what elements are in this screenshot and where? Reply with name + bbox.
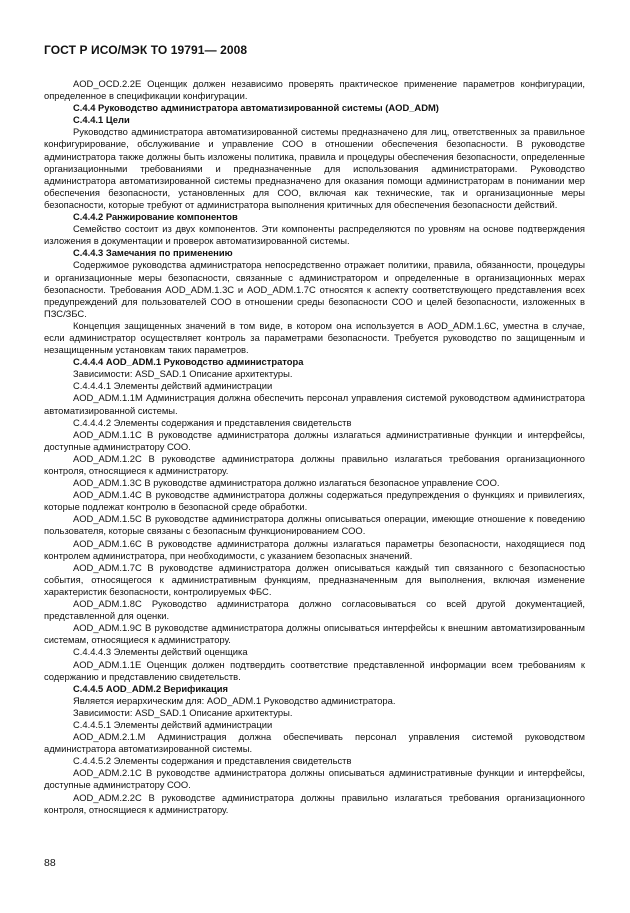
section-heading: С.4.4.3 Замечания по применению [73,247,233,259]
body-paragraph: С.4.4.4.3 Элементы действий оценщика [73,646,248,658]
body-paragraph: AOD_ADM.1.2С В руководстве администратора должны правильно излагаться требования организационного контроля, относящиеся к администратору. [44,452,585,476]
section-heading: С.4.4.2 Ранжирование компонентов [73,211,238,223]
document-body [44,78,585,816]
body-paragraph: AOD_ADM.1.5С В руководстве администратора должны описываться операции, имеющие отношение к поведению пользователя, которые связаны с безопасным функционированием СОО. [44,513,585,537]
section-heading: С.4.4.1 Цели [73,114,130,126]
body-paragraph: AOD_OCD.2.2E Оценщик должен независимо проверять практическое применение параметров конфигурации, определенное в спецификации конфигурации. [44,78,585,102]
body-paragraph: С.4.4.5.1 Элементы действий администрации [73,718,273,730]
body-paragraph: AOD_ADM.1.1E Оценщик должен подтвердить соответствие представленной информации всем требованиям к содержанию и представлению свидетельств. [44,658,585,682]
body-paragraph: Семейство состоит из двух компонентов. Эти компоненты распределяются по уровням на основе подтверждения изложения в документации и проверок автоматизированной системы. [44,223,585,247]
body-paragraph: AOD_ADM.1.1С В руководстве администратора должны излагаться административные функции и интерфейсы, доступные администратору СОО. [44,428,585,452]
body-paragraph: AOD_ADM.1.1M Администрация должна обеспечить персонал управления системой руководством администратора автоматизированной системы. [44,392,585,416]
body-paragraph: AOD_ADM.2.2С В руководстве администратора должны правильно излагаться требования организационного контроля, относящиеся к администратору. [44,791,585,815]
body-paragraph: Зависимости: ASD_SAD.1 Описание архитектуры. [73,706,293,718]
document-header: ГОСТ Р ИСО/МЭК ТО 19791— 2008 [44,43,248,57]
body-paragraph: С.4.4.4.2 Элементы содержания и представления свидетельств [73,416,352,428]
body-paragraph: AOD_ADM.2.1С В руководстве администратора должны описываться административные функции и интерфейсы, доступные администратору СОО. [44,767,585,791]
body-paragraph: Концепция защищенных значений в том виде, в котором она используется в AOD_ADM.1.6С, уместна в случае, если администратор осуществляет контроль за параметрами безопасности. Требуется руководство по защищенным и незащищенным установкам таких параметров. [44,319,585,356]
body-paragraph: Зависимости: ASD_SAD.1 Описание архитектуры. [73,368,293,380]
body-paragraph: AOD_ADM.1.4С В руководстве администратора должны содержаться предупреждения о функциях и привилегиях, которые подлежат контролю в безопасной среде обработки. [44,489,585,513]
body-paragraph: Руководство администратора автоматизированной системы предназначено для лиц, ответственных за правильное конфигурирование, обслуживание и управление СОО в отношении обеспечения безопасности. В руководстве администратора также должны быть изложены политика, правила и процедуры обеспечения безопасности, определенные организационными требованиями и предназначенные для использования администраторами. Руководство администратора автоматизированной системы предназначено для оказания помощи администраторам в понимании мер обеспечения безопасности, установленных для СОО, включая как технические, так и организационные меры безопасности, которые требуют от администратора выполнения критичных для обеспечения безопасности действий. [44,126,585,210]
body-paragraph: AOD_ADM.1.7С В руководстве администратора должен описываться каждый тип связанного с безопасностью события, относящегося к административным функциям, предназначенным для выполнения, включая изменение характеристик безопасности, контролируемых ФБС. [44,561,585,597]
section-heading: С.4.4 Руководство администратора автоматизированной системы (AOD_ADM) [73,102,439,114]
page-number: 88 [44,857,56,869]
body-paragraph: AOD_ADM.2.1.M Администрация должна обеспечивать персонал управления системой руководством администратора автоматизированной системы. [44,731,585,755]
body-paragraph: AOD_ADM.1.6С В руководстве администратора должны излагаться параметры безопасности, находящиеся под контролем администратора, при необходимости, с указанием безопасных значений. [44,537,585,561]
body-paragraph: AOD_ADM.1.8С Руководство администратора должно согласовываться со всей другой документацией, представленной для оценки. [44,598,585,622]
body-paragraph: AOD_ADM.1.3С В руководстве администратора должно излагаться безопасное управление СОО. [73,477,500,489]
body-paragraph: AOD_ADM.1.9С В руководстве администратора должны описываться интерфейсы к внешним автоматизированным системам, относящиеся к администратору. [44,622,585,646]
body-paragraph: С.4.4.5.2 Элементы содержания и представления свидетельств [73,755,352,767]
section-heading: С.4.4.4 AOD_ADM.1 Руководство администратора [73,356,304,368]
body-paragraph: Содержимое руководства администратора непосредственно отражает политики, правила, обязанности, процедуры и организационные меры безопасности, связанные с администратором и определенные в организационных мерах безопасности. Требования AOD_ADM.1.3С и AOD_ADM.1.7С относятся к аспекту соответствующего представления всех предупреждений для пользователей СОО в отношении среды безопасности СОО и целей безопасности, изложенных в ПЗС/ЗБС. [44,259,585,319]
section-heading: С.4.4.5 AOD_ADM.2 Верификация [73,682,228,694]
body-paragraph: Является иерархическим для: AOD_ADM.1 Руководство администратора. [73,694,396,706]
body-paragraph: С.4.4.4.1 Элементы действий администрации [73,380,273,392]
